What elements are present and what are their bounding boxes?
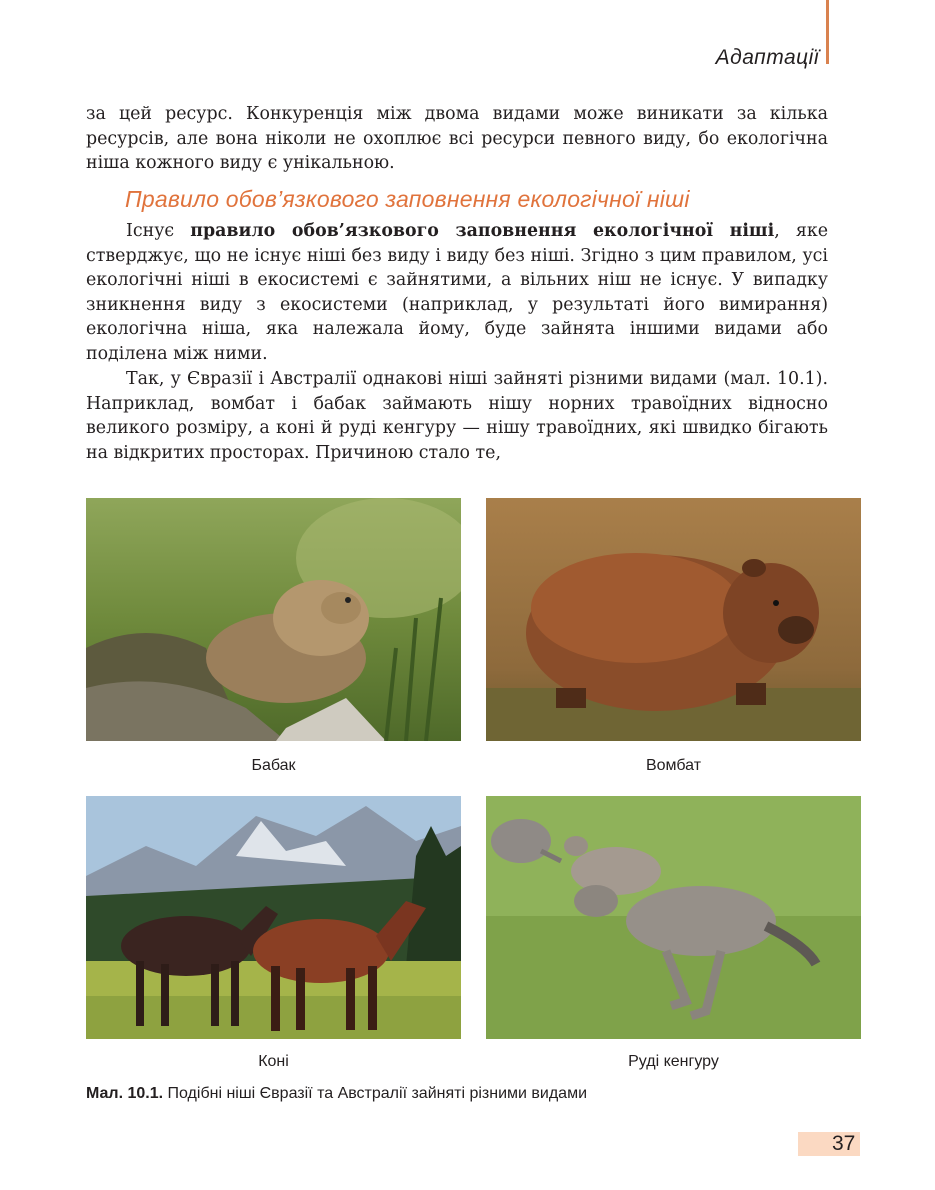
section-heading: Правило обов’язкового заповнення екологічної ніші [125, 186, 690, 212]
marmot-photo [86, 498, 461, 741]
caption-horses: Коні [258, 1053, 289, 1070]
paragraph-2 [86, 219, 828, 366]
kangaroos-photo [486, 796, 861, 1039]
header-divider-line [826, 0, 829, 64]
paragraph-2-rest: , яке стверджує, що не існує ніші без виду і виду без ніші. Згідно з цим правилом, усі екологічні ніші в екосистемі є зайнятими, а вільних ніш не існує. У випадку зникнення виду з екосистеми (наприклад, у результаті його вимирання) екологічна ніша, яка належала йому, буде зайнята іншими видами або поділена між ними. [86, 221, 828, 364]
paragraph-1: за цей ресурс. Конкуренція між двома видами може виникати за кілька ресурсів, але вона ніколи не охоплює всі ресурси певного виду, бо екологічна ніша кожного виду є унікальною. [86, 104, 828, 173]
figure-caption [86, 1085, 587, 1103]
caption-wombat: Вомбат [645, 757, 702, 774]
wombat-photo [486, 498, 861, 741]
paragraph-2-term: правило обов’язкового заповнення екологічної ніші [190, 221, 775, 241]
horses-photo [86, 796, 461, 1039]
page-number: 37 [832, 1132, 856, 1155]
caption-kangaroos: Руді кенгуру [628, 1053, 719, 1070]
figure-caption-text: Подібні ніші Євразії та Австралії зайняті різними видами [163, 1085, 588, 1102]
figure-caption-label: Мал. 10.1. [86, 1085, 164, 1102]
caption-marmot: Бабак [251, 757, 296, 774]
running-title: Адаптації [715, 46, 819, 69]
paragraph-2-start: Існує [126, 221, 191, 241]
paragraph-3: Так, у Євразії і Австралії однакові ніші зайняті різними видами (мал. 10.1). Наприклад, вомбат і бабак займають нішу норних травоїдних відносно великого розміру, а коні й руді кенгуру — нішу травоїдних, які швидко бігають на відкритих просторах. Причиною стало те, [86, 369, 828, 463]
